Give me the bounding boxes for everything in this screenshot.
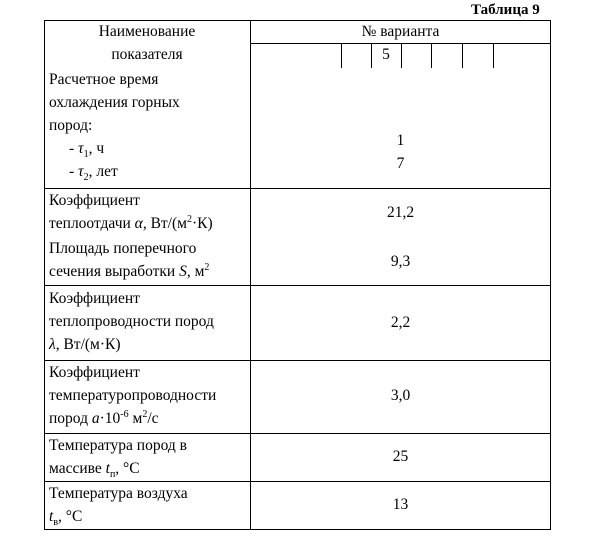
label-line: охлаждения горных [49,94,180,111]
row-heat-transfer-label [49,189,213,235]
variant-subcell-divider [493,43,494,68]
name-header-line: Наименование [98,23,196,40]
table-left-border [44,20,45,530]
variant-subcell-divider [341,43,342,68]
label-line: Площадь поперечного [49,240,197,257]
row-air-temperature-label [49,482,188,528]
value-thermal-conductivity: 2,2 [390,314,411,331]
variant-subcell-divider [431,43,432,68]
row-cross-section-label [49,237,209,283]
value-heat-transfer: 21,2 [386,204,415,221]
variant-number: 5 [382,46,390,63]
sub-item-tau2: - $\tau_2$, лет [69,163,118,184]
label-line: Температура воздуха [49,485,188,502]
label-line: массиве $t_п$, °C [49,460,140,481]
variant-column-header: № варианта [361,23,440,40]
value-cross-section: 9,3 [390,253,411,270]
name-column-header [44,20,250,66]
label-line: теплоотдачи α, $Вт/(м^2\cdot К)$ [49,213,213,232]
table-bottom-border [44,529,551,530]
label-line: сечения выработки S, $м^2$ [49,261,210,280]
label-line: Коэффициент [49,290,140,307]
name-header-line: показателя [111,46,183,63]
variant-subcell-divider [462,43,463,68]
label-line: пород: [49,117,93,134]
value-rock-temperature: 25 [392,448,409,465]
row-rock-temperature-label [49,434,187,480]
row-cooling-time-label [49,68,180,183]
row-thermal-conductivity-label [49,287,214,356]
label-line: λ, Вт/(м·К) [49,336,121,353]
value-tau1: 1 [396,132,405,149]
value-tau2: 7 [396,155,405,172]
label-line: Расчетное время [49,71,159,88]
value-thermal-diffusivity: 3,0 [390,387,411,404]
row-separator [44,285,551,286]
row-thermal-diffusivity-label [49,361,216,430]
label-line: Коэффициент [49,364,140,381]
data-table [44,20,551,530]
label-line: Температура пород в [49,437,187,454]
label-line: Коэффициент [49,192,140,209]
label-line: пород $a\cdot 10^{-6}$ $м^2/с$ [49,408,159,427]
label-line: $t_в$, °C [49,508,83,529]
variant-subcell-divider [401,43,402,68]
label-line: температуропроводности [49,387,217,404]
value-air-temperature: 13 [392,496,409,513]
label-line: теплопроводности пород [49,313,214,330]
sub-item-tau1: - $\tau_1$, ч [69,140,105,161]
table-caption: Таблица 9 [471,2,540,18]
